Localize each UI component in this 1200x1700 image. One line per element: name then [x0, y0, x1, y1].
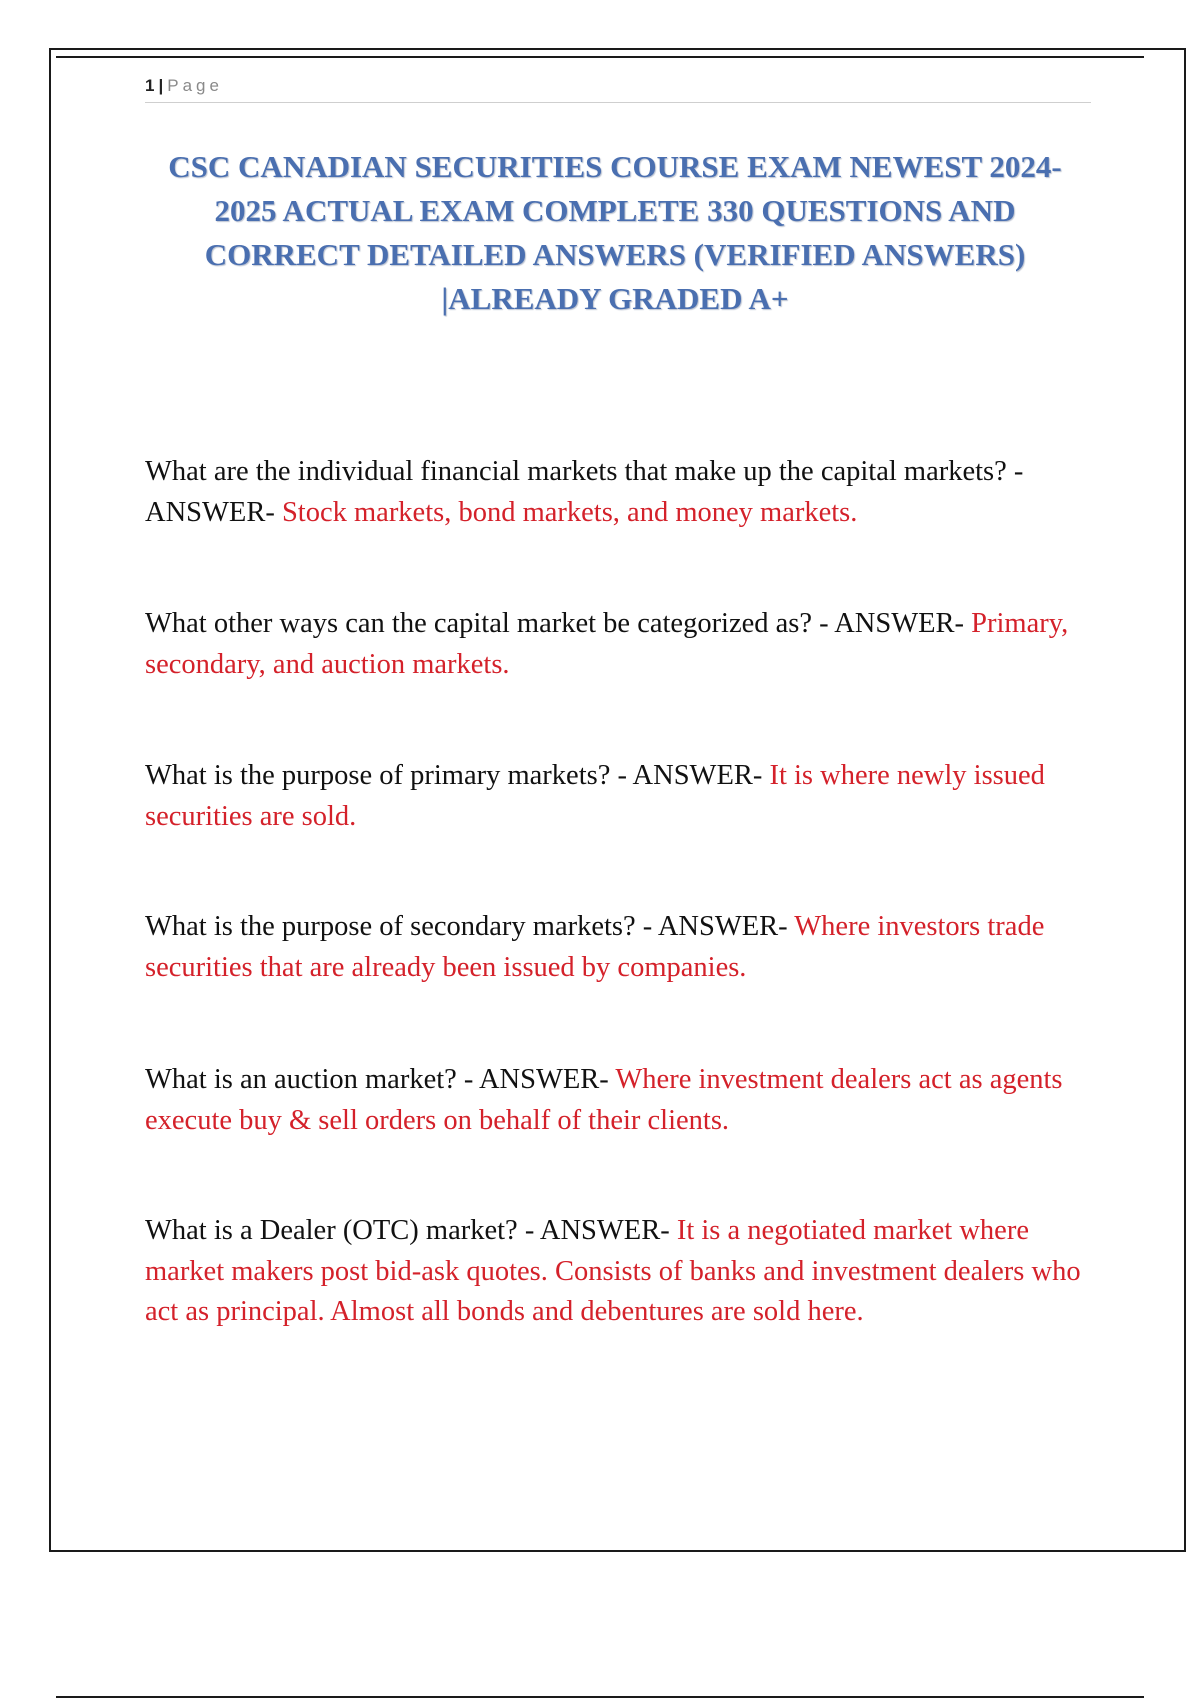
qa-item: [145, 1211, 1085, 1333]
page-separator: |: [158, 76, 164, 95]
answer-text: Where investors trade securities that are already been issued by companies.: [145, 911, 1045, 983]
qa-item: [145, 1060, 1085, 1141]
answer-marker: - ANSWER-: [517, 1215, 677, 1246]
question-text: What are the individual financial markets that make up the capital markets?: [145, 456, 1007, 487]
qa-item: [145, 604, 1085, 685]
answer-text: It is where newly issued securities are sold.: [145, 760, 1045, 832]
question-text: What other ways can the capital market be categorized as?: [145, 608, 813, 639]
page-number: 1: [145, 76, 155, 95]
document-title: CSC CANADIAN SECURITIES COURSE EXAM NEWEST 2024-2025 ACTUAL EXAM COMPLETE 330 QUESTIONS AND CORRECT DETAILED ANSWERS (VERIFIED ANSWERS) |ALREADY GRADED A+: [168, 149, 1062, 316]
question-text: What is the purpose of secondary markets?: [145, 911, 636, 942]
answer-marker: - ANSWER-: [456, 1064, 616, 1095]
qa-item: [145, 452, 1085, 533]
answer-text: Stock markets, bond markets, and money markets.: [281, 496, 858, 528]
answer-text: It is a negotiated market where market makers post bid-ask quotes. Consists of banks and investment dealers who act as principal. Almost all bonds and debentures are sold here.: [145, 1215, 1081, 1327]
page-header: [145, 74, 1091, 103]
page-label: Page: [167, 76, 223, 95]
answer-text: Primary, secondary, and auction markets.: [145, 608, 1069, 680]
answer-text: Where investment dealers act as agents execute buy & sell orders on behalf of their clients.: [145, 1064, 1063, 1136]
answer-marker: - ANSWER-: [635, 911, 795, 942]
next-page-top-rule: [56, 1696, 1144, 1698]
question-text: What is a Dealer (OTC) market?: [145, 1215, 518, 1246]
question-text: What is the purpose of primary markets?: [145, 760, 611, 791]
page-top-rule: [56, 56, 1144, 58]
question-text: What is an auction market?: [145, 1064, 457, 1095]
answer-marker: - ANSWER-: [145, 456, 1024, 528]
qa-list: [145, 452, 1085, 1333]
answer-marker: - ANSWER-: [812, 608, 972, 639]
qa-item: [145, 907, 1085, 988]
answer-marker: - ANSWER-: [610, 760, 770, 791]
qa-item: [145, 756, 1085, 837]
